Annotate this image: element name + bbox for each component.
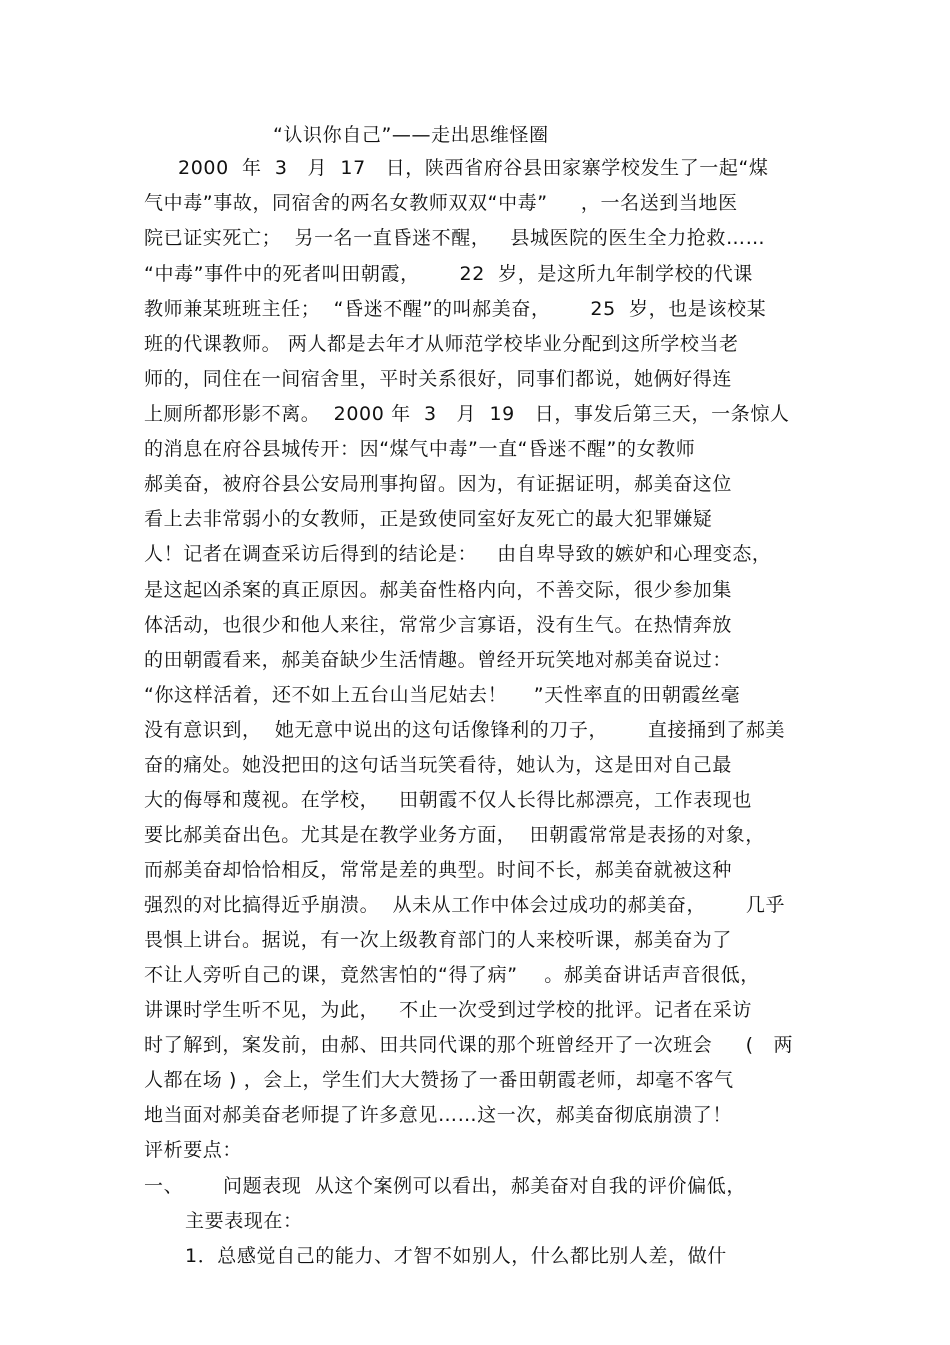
text-line: 看上去非常弱小的女教师，正是致使同室好友死亡的最大犯罪嫌疑 <box>144 508 713 530</box>
text-line: 气中毒”事故，同宿舍的两名女教师双双“中毒” ，一名送到当地医 <box>144 192 738 214</box>
text-line: 畏惧上讲台。据说，有一次上级教育部门的人来校听课，郝美奋为了 <box>144 929 733 951</box>
page-title: “认识你自己”——走出思维怪圈 <box>273 124 549 146</box>
text-line: 体活动，也很少和他人来往，常常少言寡语，没有生气。在热情奔放 <box>144 614 733 636</box>
text-line: 的消息在府谷县城传开：因“煤气中毒”一直“昏迷不醒”的女教师 <box>144 438 696 460</box>
text-line: 奋的痛处。她没把田的这句话当玩笑看待，她认为，这是田对自己最 <box>144 754 733 776</box>
text-line: 院已证实死亡； 另一名一直昏迷不醒， 县城医院的医生全力抢救…… <box>144 227 766 249</box>
text-line: 要比郝美奋出色。尤其是在教学业务方面， 田朝霞常常是表扬的对象， <box>144 824 765 846</box>
text-line: 而郝美奋却恰恰相反，常常是差的典型。时间不长，郝美奋就被这种 <box>144 859 733 881</box>
text-line: 时了解到，案发前，由郝、田共同代课的那个班曾经开了一次班会 ( 两 <box>144 1034 794 1056</box>
text-line: 是这起凶杀案的真正原因。郝美奋性格内向，不善交际，很少参加集 <box>144 579 733 601</box>
text-line: 郝美奋，被府谷县公安局刑事拘留。因为，有证据证明，郝美奋这位 <box>144 473 733 495</box>
text-line: 师的，同住在一间宿舍里，平时关系很好，同事们都说，她俩好得连 <box>144 368 733 390</box>
text-line: 1．总感觉自己的能力、才智不如别人，什么都比别人差，做什 <box>185 1245 727 1267</box>
text-line: 强烈的对比搞得近乎崩溃。 从未从工作中体会过成功的郝美奋， 几乎 <box>144 894 786 916</box>
text-line: 不让人旁听自己的课，竟然害怕的“得了病” 。郝美奋讲话声音很低， <box>144 964 760 986</box>
text-line: 地当面对郝美奋老师提了许多意见……这一次，郝美奋彻底崩溃了！ <box>144 1104 733 1126</box>
text-line: 的田朝霞看来，郝美奋缺少生活情趣。曾经开玩笑地对郝美奋说过： <box>144 649 733 671</box>
text-line: “中毒”事件中的死者叫田朝霞， 22 岁，是这所九年制学校的代课 <box>144 263 753 285</box>
text-line: 大的侮辱和蔑视。在学校， 田朝霞不仅人长得比郝漂亮，工作表现也 <box>144 789 752 811</box>
text-line: 教师兼某班班主任； “昏迷不醒”的叫郝美奋， 25 岁，也是该校某 <box>144 298 767 320</box>
text-line: 主要表现在： <box>185 1210 303 1232</box>
text-line: 评析要点： <box>144 1139 243 1161</box>
text-line: 上厕所都形影不离。 2000 年 3 月 19 日，事发后第三天，一条惊人 <box>144 403 790 425</box>
text-line: 没有意识到， 她无意中说出的这句话像锋利的刀子， 直接捅到了郝美 <box>144 719 786 741</box>
text-line: 2000 年 3 月 17 日，陕西省府谷县田家寨学校发生了一起“煤 <box>178 157 769 179</box>
text-line: “你这样活着，还不如上五台山当尼姑去！ ”天性率直的田朝霞丝毫 <box>144 684 741 706</box>
text-line: 人！记者在调查采访后得到的结论是： 由自卑导致的嫉妒和心理变态， <box>144 543 772 565</box>
text-line: 班的代课教师。 两人都是去年才从师范学校毕业分配到这所学校当老 <box>144 333 739 355</box>
text-line: 一、 问题表现 从这个案例可以看出，郝美奋对自我的评价偏低， <box>144 1175 746 1197</box>
text-line: 讲课时学生听不见，为此， 不止一次受到过学校的批评。记者在采访 <box>144 999 752 1021</box>
text-line: 人都在场 ) ，会上，学生们大大赞扬了一番田朝霞老师，却毫不客气 <box>144 1069 734 1091</box>
